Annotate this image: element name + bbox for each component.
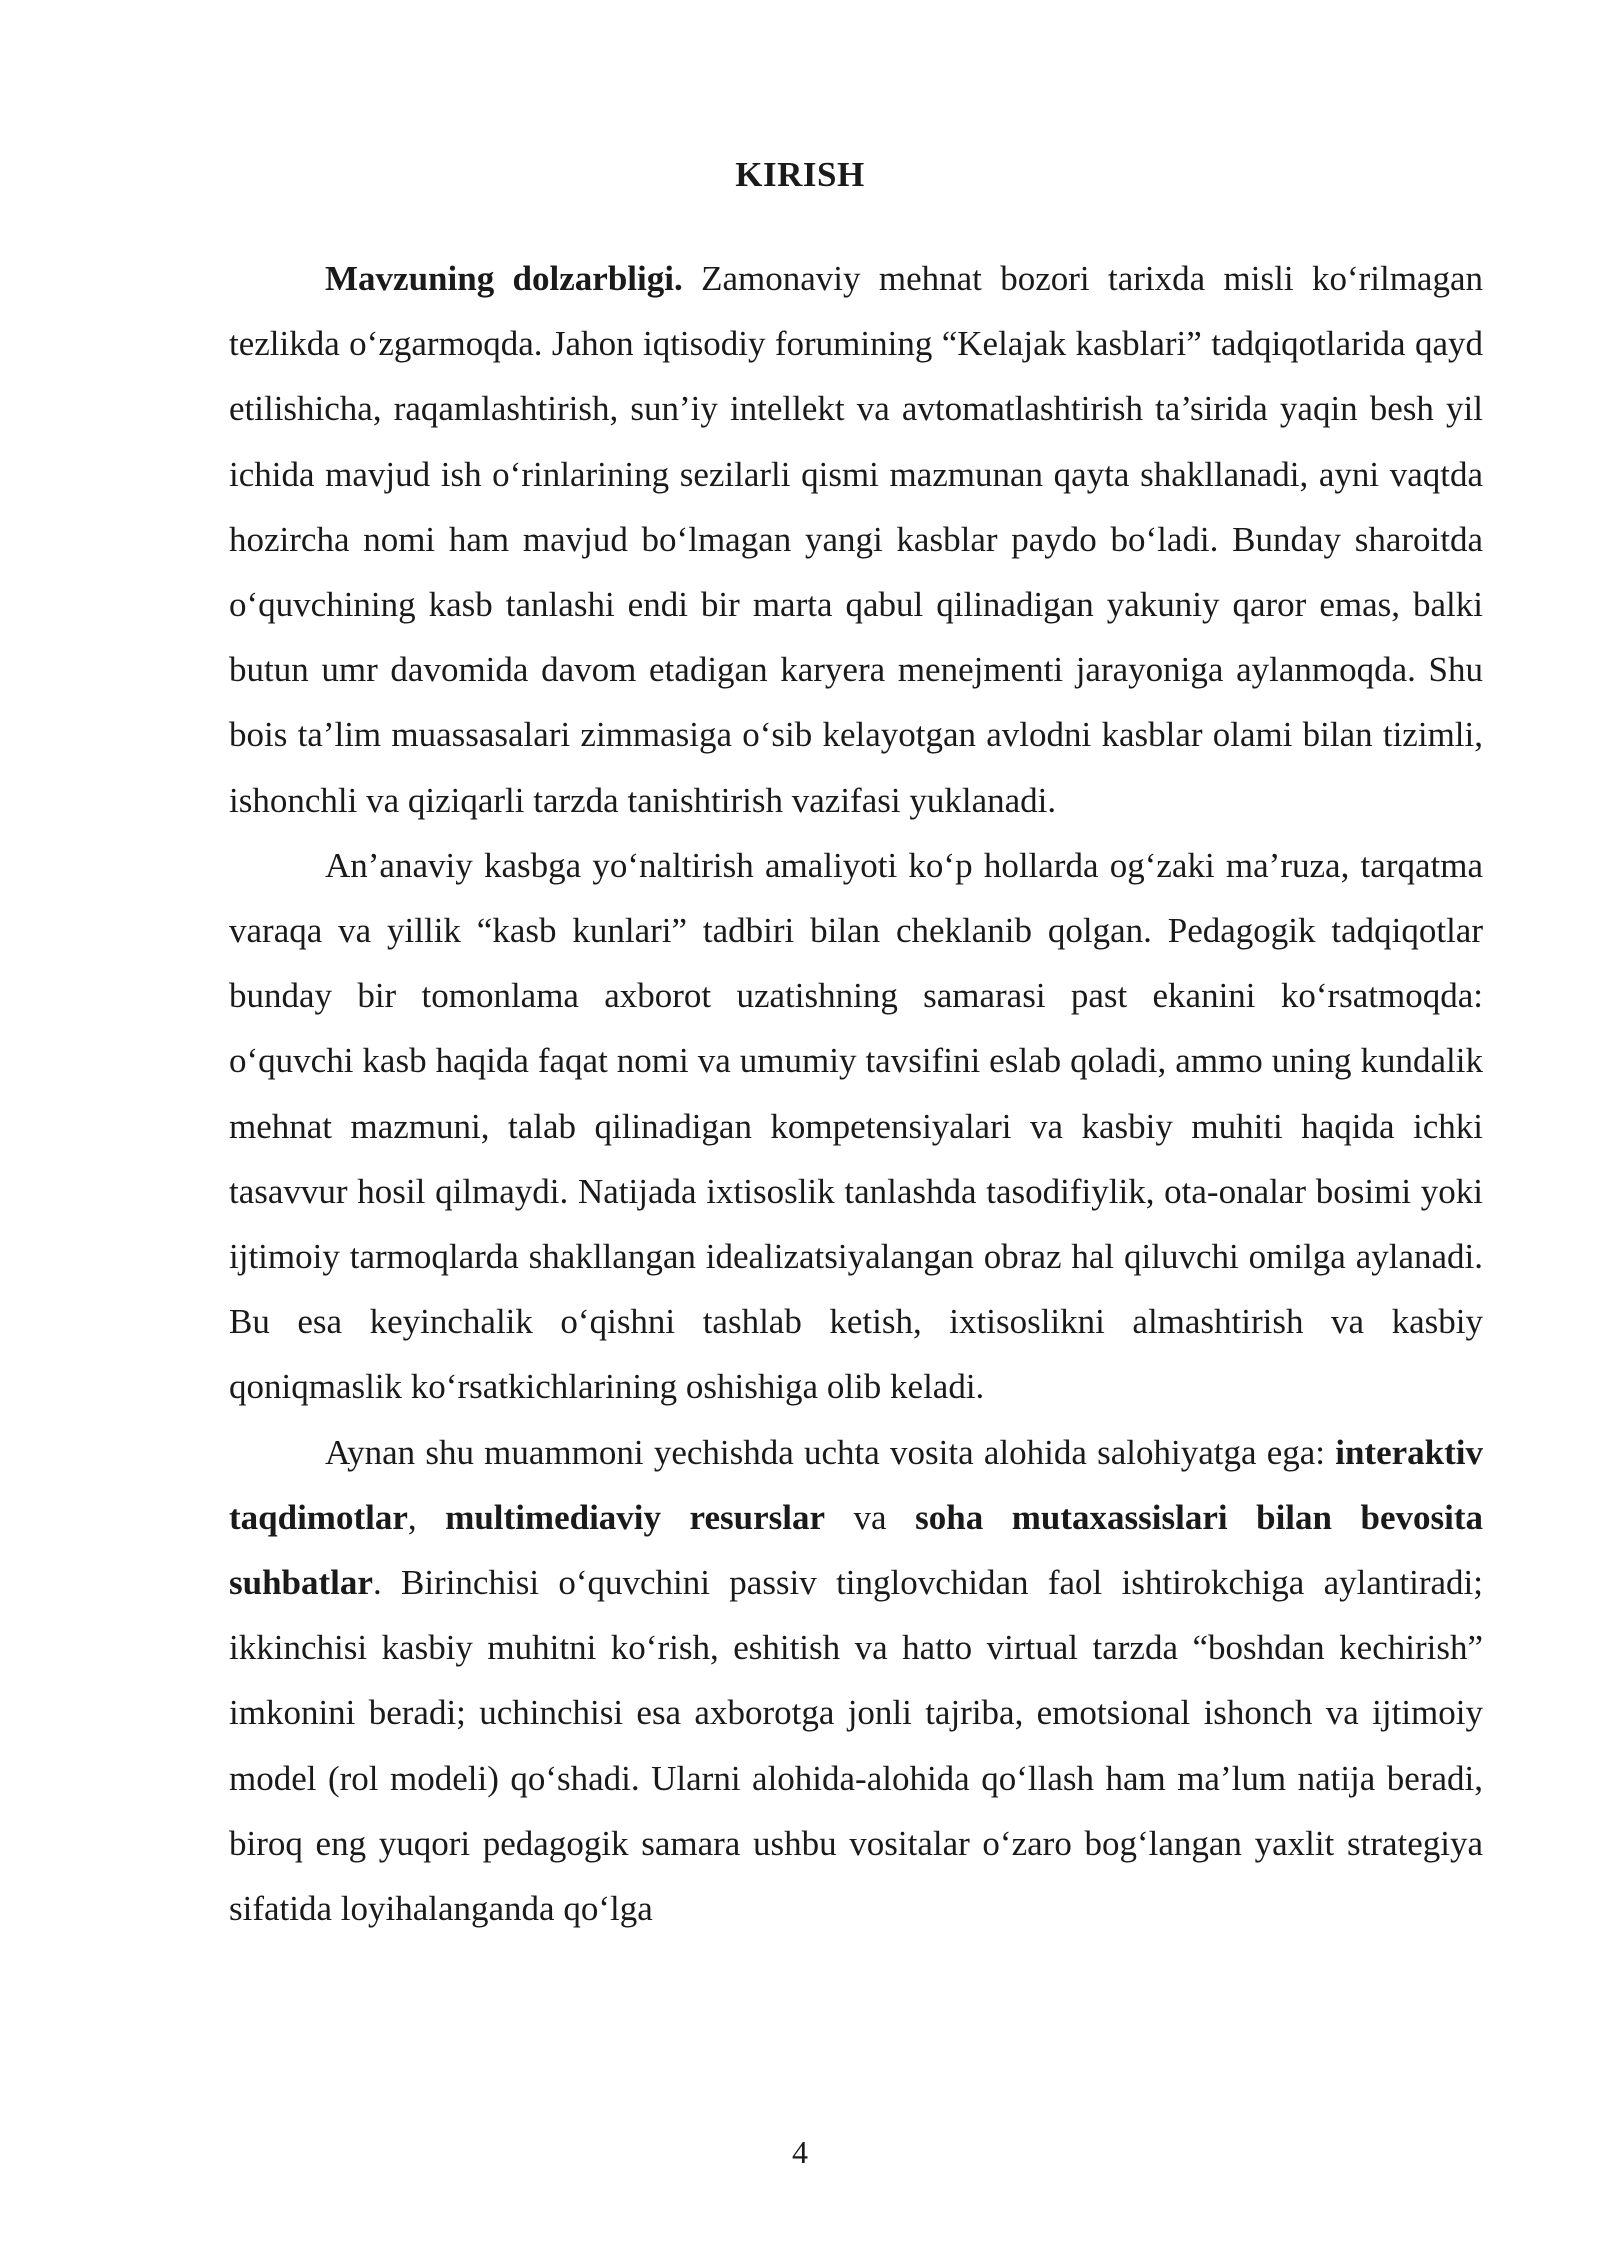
text-run: An’anaviy kasbga yo‘naltirish amaliyoti ko‘p hollarda og‘zaki ma’ruza, tarqatma varaqa va yillik “kasb kunlari” tadbiri bilan cheklanib qolgan. Pedagogik tadqiqotlar bunday bir tomonlama axborot uzatishning samarasi past ekanini ko‘rsatmoqda: o‘quvchi kasb haqida faqat nomi va umumiy tavsifini eslab qoladi, ammo uning kundalik mehnat mazmuni, talab qilinadigan kompetensiyalari va kasbiy muhiti haqida ichki tasavvur hosil qilmaydi. Natijada ixtisoslik tanlashda tasodifiylik, ota-onalar bosimi yoki ijtimoiy tarmoqlarda shakllangan idealizatsiyalangan obraz hal qiluvchi omilga aylanadi. Bu esa keyinchalik o‘qishni tashlab ketish, ixtisoslikni almashtirish va kasbiy qoniqmaslik ko‘rsatkichlarining oshishiga olib keladi. [229, 845, 1483, 1407]
bold-run: soha mutaxassislari bilan bevosita suhbatlar [229, 1497, 1484, 1603]
text-run: Zamonaviy mehnat bozori tarixda misli ko‘rilmagan tezlikda o‘zgarmoqda. Jahon iqtisodiy forumining “Kelajak kasblari” tadqiqotlarida qayd etilishicha, raqamlashtirish, sun’iy intellekt va avtomatlashtirish ta’sirida yaqin besh yil ichida mavjud ish o‘rinlarining sezilarli qismi mazmunan qayta shakllanadi, ayni vaqtda hozircha nomi ham mavjud bo‘lmagan yangi kasblar paydo bo‘ladi. Bunday sharoitda o‘quvchining kasb tanlashi endi bir marta qabul qilinadigan yakuniy qaror emas, balki butun umr davomida davom etadigan karyera menejmenti jarayoniga aylanmoqda. Shu bois ta’lim muassasalari zimmasiga o‘sib kelayotgan avlodni kasblar olami bilan tizimli, ishonchli va qiziqarli tarzda tanishtirish vazifasi yuklanadi. [229, 259, 1483, 820]
body-text [229, 246, 1483, 1941]
bold-run: interaktiv taqdimotlar [229, 1432, 1483, 1537]
text-run: , [407, 1497, 446, 1537]
text-run: . Birinchisi o‘quvchini passiv tinglovchidan faol ishtirokchiga aylantiradi; ikkinchisi kasbiy muhitni ko‘rish, eshitish va hatto virtual tarzda “boshdan kechirish” imkonini beradi; uchinchisi esa axborotga jonli tajriba, emotsional ishonch va ijtimoiy model (rol modeli) qo‘shadi. Ularni alohida-alohida qo‘llash ham ma’lum natija beradi, biroq eng yuqori pedagogik samara ushbu vositalar o‘zaro bog‘langan yaxlit strategiya sifatida loyihalanganda qo‘lga [229, 1563, 1483, 1929]
page-number: 4 [792, 2134, 808, 2170]
page-title: KIRISH [735, 155, 865, 194]
paragraph [229, 1420, 1483, 1942]
text-run: Aynan shu muammoni yechishda uchta vosita alohida salohiyatga ega: [325, 1432, 1336, 1472]
paragraph [229, 833, 1483, 1420]
bold-run: multimediaviy resurslar [445, 1497, 825, 1537]
text-run: va [825, 1497, 916, 1537]
bold-run: Mavzuning dolzarbligi. [325, 259, 683, 298]
paragraph [229, 246, 1483, 833]
